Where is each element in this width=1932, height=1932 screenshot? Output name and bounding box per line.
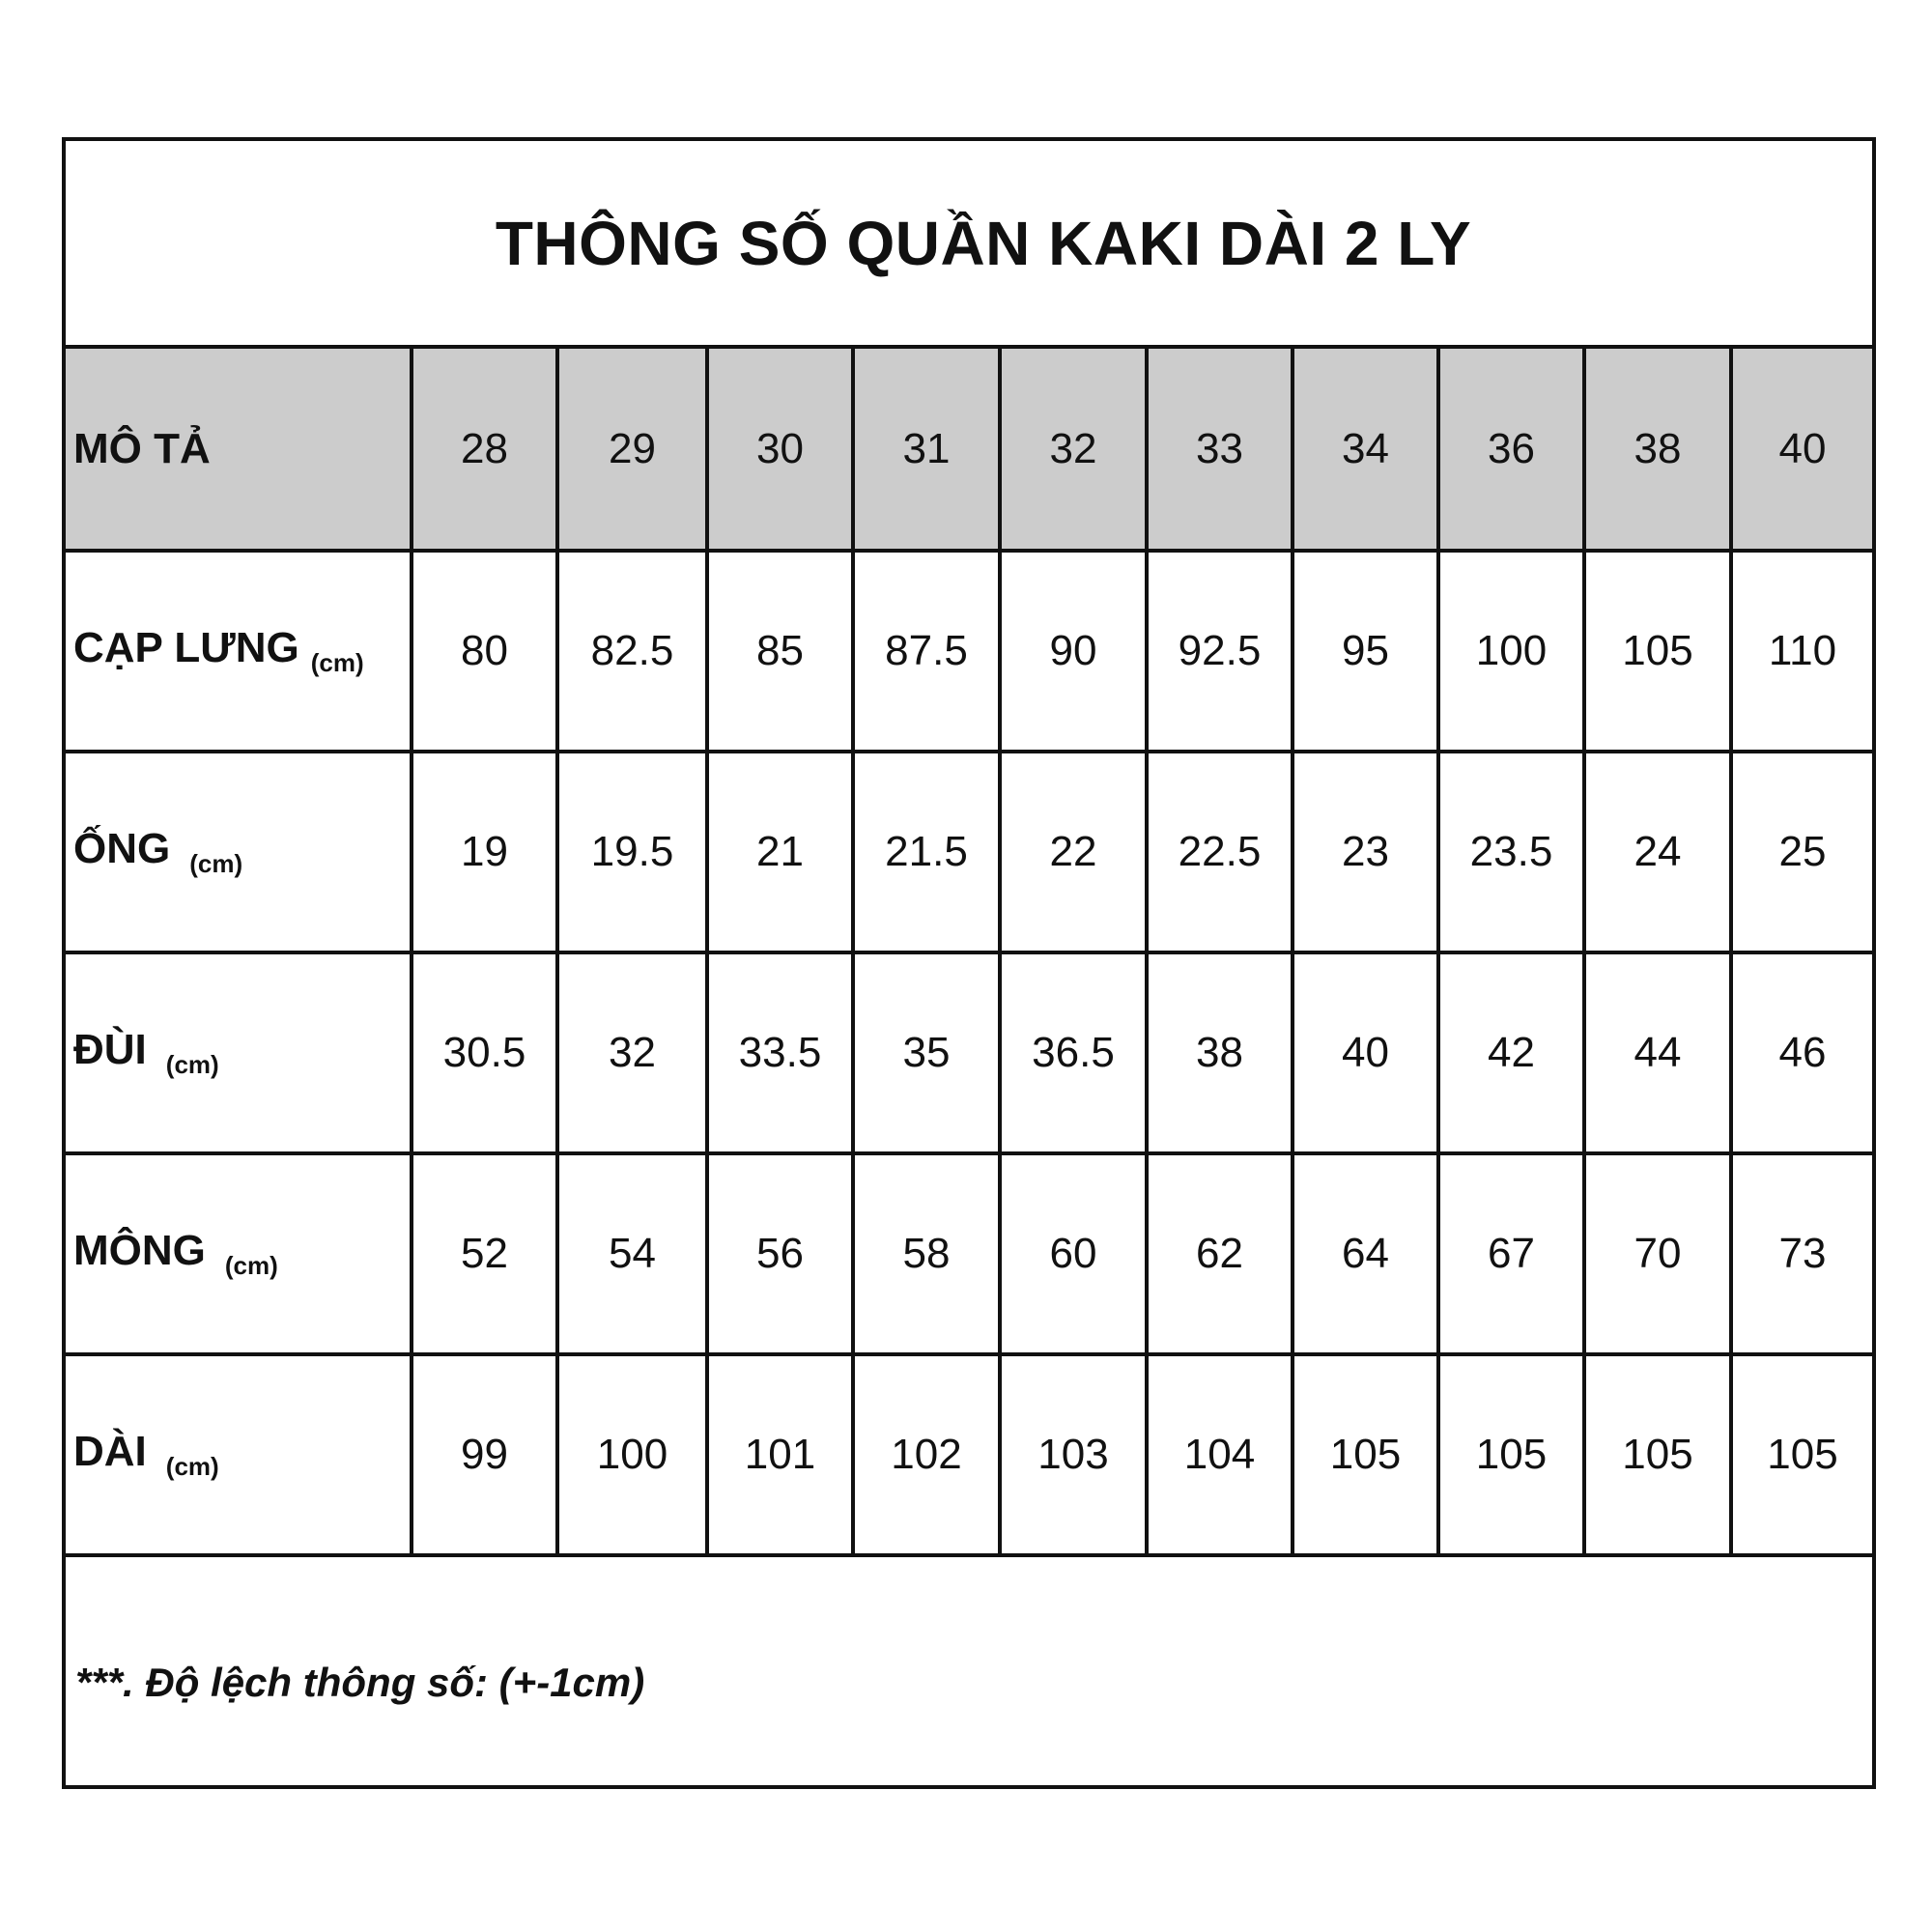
size-header: 34 [1293, 347, 1438, 551]
table-cell: 82.5 [557, 551, 707, 752]
table-cell: 105 [1584, 551, 1731, 752]
row-unit: (cm) [224, 1251, 278, 1280]
table-row-ong [66, 752, 1872, 952]
row-unit: (cm) [189, 849, 243, 878]
row-label-text: MÔNG [73, 1227, 206, 1274]
table-cell: 105 [1438, 1354, 1584, 1555]
table-cell: 19.5 [557, 752, 707, 952]
table-cell: 92.5 [1147, 551, 1293, 752]
size-header: 38 [1584, 347, 1731, 551]
row-unit: (cm) [310, 648, 364, 677]
size-header: 30 [707, 347, 853, 551]
row-unit: (cm) [165, 1050, 219, 1079]
table-cell: 21 [707, 752, 853, 952]
table-cell: 42 [1438, 952, 1584, 1153]
header-label: MÔ TẢ [66, 347, 412, 551]
table-header-row [66, 347, 1872, 551]
table-row-dui [66, 952, 1872, 1153]
row-label [66, 952, 412, 1153]
table-cell: 40 [1293, 952, 1438, 1153]
table-cell: 56 [707, 1153, 853, 1354]
table-cell: 60 [1000, 1153, 1147, 1354]
table-cell: 101 [707, 1354, 853, 1555]
tolerance-note: ***. Độ lệch thông số: (+-1cm) [75, 1660, 645, 1705]
table-cell: 23 [1293, 752, 1438, 952]
table-row-mong [66, 1153, 1872, 1354]
table-cell: 62 [1147, 1153, 1293, 1354]
row-label [66, 1354, 412, 1555]
row-label-text: ĐÙI [73, 1026, 147, 1073]
row-label-text: DÀI [73, 1428, 147, 1475]
table-cell: 52 [412, 1153, 557, 1354]
table-cell: 80 [412, 551, 557, 752]
table-cell: 104 [1147, 1354, 1293, 1555]
table-cell: 21.5 [853, 752, 1000, 952]
size-chart [62, 137, 1876, 1789]
row-label [66, 1153, 412, 1354]
table-cell: 58 [853, 1153, 1000, 1354]
table-cell: 38 [1147, 952, 1293, 1153]
table-cell: 64 [1293, 1153, 1438, 1354]
table-cell: 99 [412, 1354, 557, 1555]
size-header: 28 [412, 347, 557, 551]
size-table [66, 345, 1872, 1557]
table-cell: 33.5 [707, 952, 853, 1153]
table-cell: 67 [1438, 1153, 1584, 1354]
table-cell: 100 [1438, 551, 1584, 752]
size-header: 29 [557, 347, 707, 551]
table-cell: 19 [412, 752, 557, 952]
table-row-dai [66, 1354, 1872, 1555]
table-cell: 102 [853, 1354, 1000, 1555]
table-cell: 23.5 [1438, 752, 1584, 952]
size-header: 31 [853, 347, 1000, 551]
table-cell: 95 [1293, 551, 1438, 752]
table-cell: 25 [1731, 752, 1872, 952]
row-label-text: CẠP LƯNG [73, 624, 299, 671]
table-cell: 54 [557, 1153, 707, 1354]
size-header: 33 [1147, 347, 1293, 551]
title-row [66, 141, 1872, 346]
table-cell: 105 [1731, 1354, 1872, 1555]
table-cell: 22.5 [1147, 752, 1293, 952]
table-cell: 105 [1584, 1354, 1731, 1555]
row-label [66, 551, 412, 752]
size-header: 36 [1438, 347, 1584, 551]
table-cell: 87.5 [853, 551, 1000, 752]
table-cell: 35 [853, 952, 1000, 1153]
row-unit: (cm) [165, 1452, 219, 1481]
table-cell: 100 [557, 1354, 707, 1555]
size-header: 40 [1731, 347, 1872, 551]
table-cell: 103 [1000, 1354, 1147, 1555]
table-cell: 70 [1584, 1153, 1731, 1354]
row-label [66, 752, 412, 952]
table-cell: 46 [1731, 952, 1872, 1153]
note-row [66, 1580, 1872, 1785]
row-label-text: ỐNG [73, 825, 171, 872]
size-header: 32 [1000, 347, 1147, 551]
table-cell: 90 [1000, 551, 1147, 752]
table-cell: 32 [557, 952, 707, 1153]
table-cell: 30.5 [412, 952, 557, 1153]
table-cell: 22 [1000, 752, 1147, 952]
table-cell: 110 [1731, 551, 1872, 752]
table-row-cap-lung [66, 551, 1872, 752]
chart-title: THÔNG SỐ QUẦN KAKI DÀI 2 LY [495, 209, 1472, 278]
table-cell: 85 [707, 551, 853, 752]
table-cell: 24 [1584, 752, 1731, 952]
table-cell: 44 [1584, 952, 1731, 1153]
table-cell: 73 [1731, 1153, 1872, 1354]
table-cell: 105 [1293, 1354, 1438, 1555]
table-cell: 36.5 [1000, 952, 1147, 1153]
